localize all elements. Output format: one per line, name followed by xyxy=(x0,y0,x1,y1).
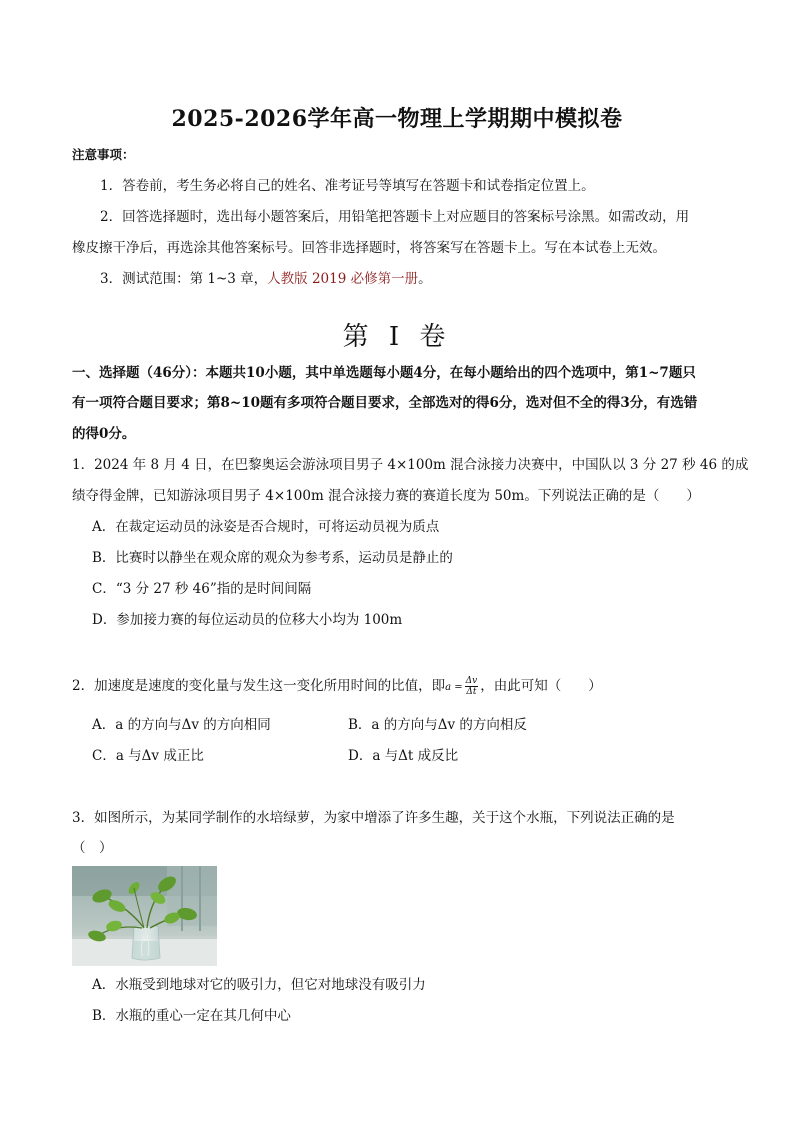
pothos-vase-illustration xyxy=(72,866,217,966)
q2-option-c: C．a 与Δv 成正比 xyxy=(92,748,204,764)
q3-stem-line-1: 3．如图所示，为某同学制作的水培绿萝，为家中增添了许多生趣，关于这个水瓶，下列说法正确的是 xyxy=(72,810,675,826)
q1-stem-line-1: 1．2024 年 8 月 4 日，在巴黎奥运会游泳项目男子 4×100m 混合泳接力决赛中，中国队以 3 分 27 秒 46 的成 xyxy=(72,457,749,473)
section-intro-line-1: 一、选择题（46分）：本题共10小题，其中单选题每小题4分，在每小题给出的四个选项中，第1~7题只 xyxy=(72,365,696,381)
notice-item-3-suffix: 。 xyxy=(418,271,432,287)
section-intro-line-3: 的得0分。 xyxy=(72,426,136,442)
q2-stem-prefix: 2．加速度是速度的变化量与发生这一变化所用时间的比值，即 xyxy=(72,678,446,694)
q2-option-d: D．a 与Δt 成反比 xyxy=(348,748,459,764)
notice-item-3-prefix: 3．测试范围：第 1~3 章， xyxy=(100,271,268,287)
notice-heading: 注意事项： xyxy=(72,147,135,162)
q2-formula-denominator: Δt xyxy=(466,687,477,697)
q3-stem-line-2: （ ） xyxy=(72,840,113,856)
q2-formula-lhs: a = xyxy=(445,682,463,693)
exam-title: 2025-2026学年高一物理上学期期中模拟卷 xyxy=(171,106,623,132)
section-title: 第 I 卷 xyxy=(342,322,452,352)
section-intro-line-2: 有一项符合题目要求；第8~10题有多项符合题目要求，全部选对的得6分，选对但不全的得3分，有选错 xyxy=(72,395,698,411)
q2-option-b: B．a 的方向与Δv 的方向相反 xyxy=(348,717,527,733)
notice-item-2-line-2: 橡皮擦干净后，再选涂其他答案标号。回答非选择题时，将答案写在答题卡上。写在本试卷上无效。 xyxy=(72,240,666,256)
q1-option-b: B．比赛时以静坐在观众席的观众为参考系，运动员是静止的 xyxy=(92,550,453,566)
q1-option-d: D．参加接力赛的每位运动员的位移大小均为 100m xyxy=(92,612,403,628)
q3-option-b: B．水瓶的重心一定在其几何中心 xyxy=(92,1008,291,1024)
textbook-edition: 人教版 2019 必修第一册 xyxy=(267,271,419,287)
hydroponic-pothos-photo xyxy=(72,866,217,966)
q1-option-a: A．在裁定运动员的泳姿是否合规时，可将运动员视为质点 xyxy=(92,519,440,535)
q1-stem-line-2: 绩夺得金牌，已知游泳项目男子 4×100m 混合泳接力赛的赛道长度为 50m。下列说法正确的是（ ） xyxy=(72,488,700,504)
q2-stem xyxy=(72,676,602,697)
q2-stem-suffix: ，由此可知（ ） xyxy=(480,678,602,694)
notice-item-1: 1．答卷前，考生务必将自己的姓名、准考证号等填写在答题卡和试卷指定位置上。 xyxy=(100,178,595,194)
q2-option-a: A．a 的方向与Δv 的方向相同 xyxy=(92,717,271,733)
q2-formula-numerator: Δv xyxy=(465,676,478,686)
q1-option-c: C．“3 分 27 秒 46”指的是时间间隔 xyxy=(92,581,312,597)
notice-item-2-line-1: 2．回答选择题时，选出每小题答案后，用铅笔把答题卡上对应题目的答案标号涂黑。如需改动，用 xyxy=(100,209,690,225)
q2-formula-fraction xyxy=(465,676,479,697)
q3-option-a: A．水瓶受到地球对它的吸引力，但它对地球没有吸引力 xyxy=(92,977,426,993)
notice-item-3 xyxy=(100,270,432,288)
